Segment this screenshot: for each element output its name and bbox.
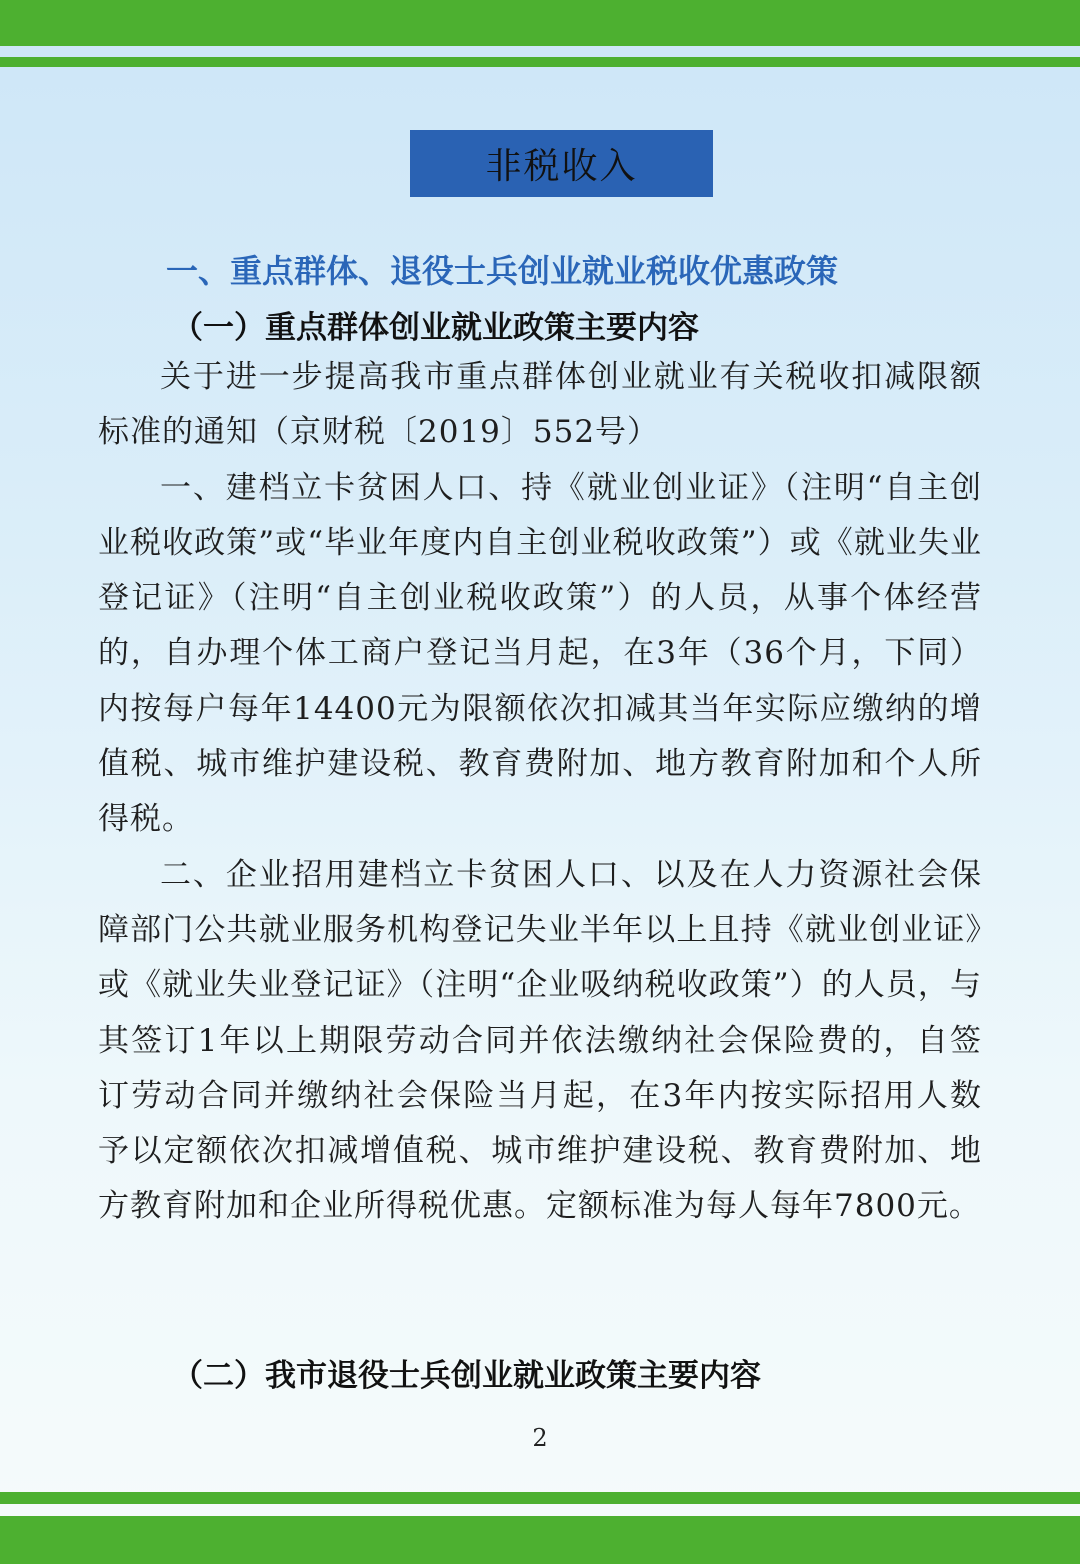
- body-text: [98, 350, 982, 1235]
- subsection-heading-1: （一）重点群体创业就业政策主要内容: [172, 310, 699, 346]
- page-title-box: [410, 130, 713, 197]
- bottom-green-bar: [0, 1516, 1080, 1564]
- subsection-heading-2: （二）我市退役士兵创业就业政策主要内容: [172, 1358, 761, 1394]
- page-number: 2: [532, 1424, 548, 1452]
- section-heading: 一、重点群体、退役士兵创业就业税收优惠政策: [166, 252, 839, 290]
- bottom-decorative-band: [0, 1492, 1080, 1564]
- paragraph-notice-title: 关于进一步提高我市重点群体创业就业有关税收扣减限额标准的通知（京财税〔2019〕552号）: [98, 359, 982, 451]
- top-green-stripe: [0, 57, 1080, 67]
- paragraph-item-1: 一、建档立卡贫困人口、持《就业创业证》（注明“自主创业税收政策”或“毕业年度内自主创业税收政策”）或《就业失业登记证》（注明“自主创业税收政策”）的人员，从事个体经营的，自办理个体工商户登记当月起，在3年（36个月，下同）内按每户每年14400元为限额依次扣减其当年实际应缴纳的增值税、城市维护建设税、教育费附加、地方教育附加和个人所得税。: [98, 469, 982, 838]
- top-green-bar: [0, 0, 1080, 46]
- paragraph-item-2: 二、企业招用建档立卡贫困人口、以及在人力资源社会保障部门公共就业服务机构登记失业半年以上且持《就业创业证》或《就业失业登记证》（注明“企业吸纳税收政策”）的人员，与其签订1年以上期限劳动合同并依法缴纳社会保险费的，自签订劳动合同并缴纳社会保险当月起，在3年内按实际招用人数予以定额依次扣减增值税、城市维护建设税、教育费附加、地方教育附加和企业所得税优惠。定额标准为每人每年7800元。: [98, 856, 982, 1225]
- top-decorative-band: [0, 0, 1080, 70]
- bottom-green-stripe: [0, 1492, 1080, 1504]
- page-title: 非税收入: [485, 146, 638, 187]
